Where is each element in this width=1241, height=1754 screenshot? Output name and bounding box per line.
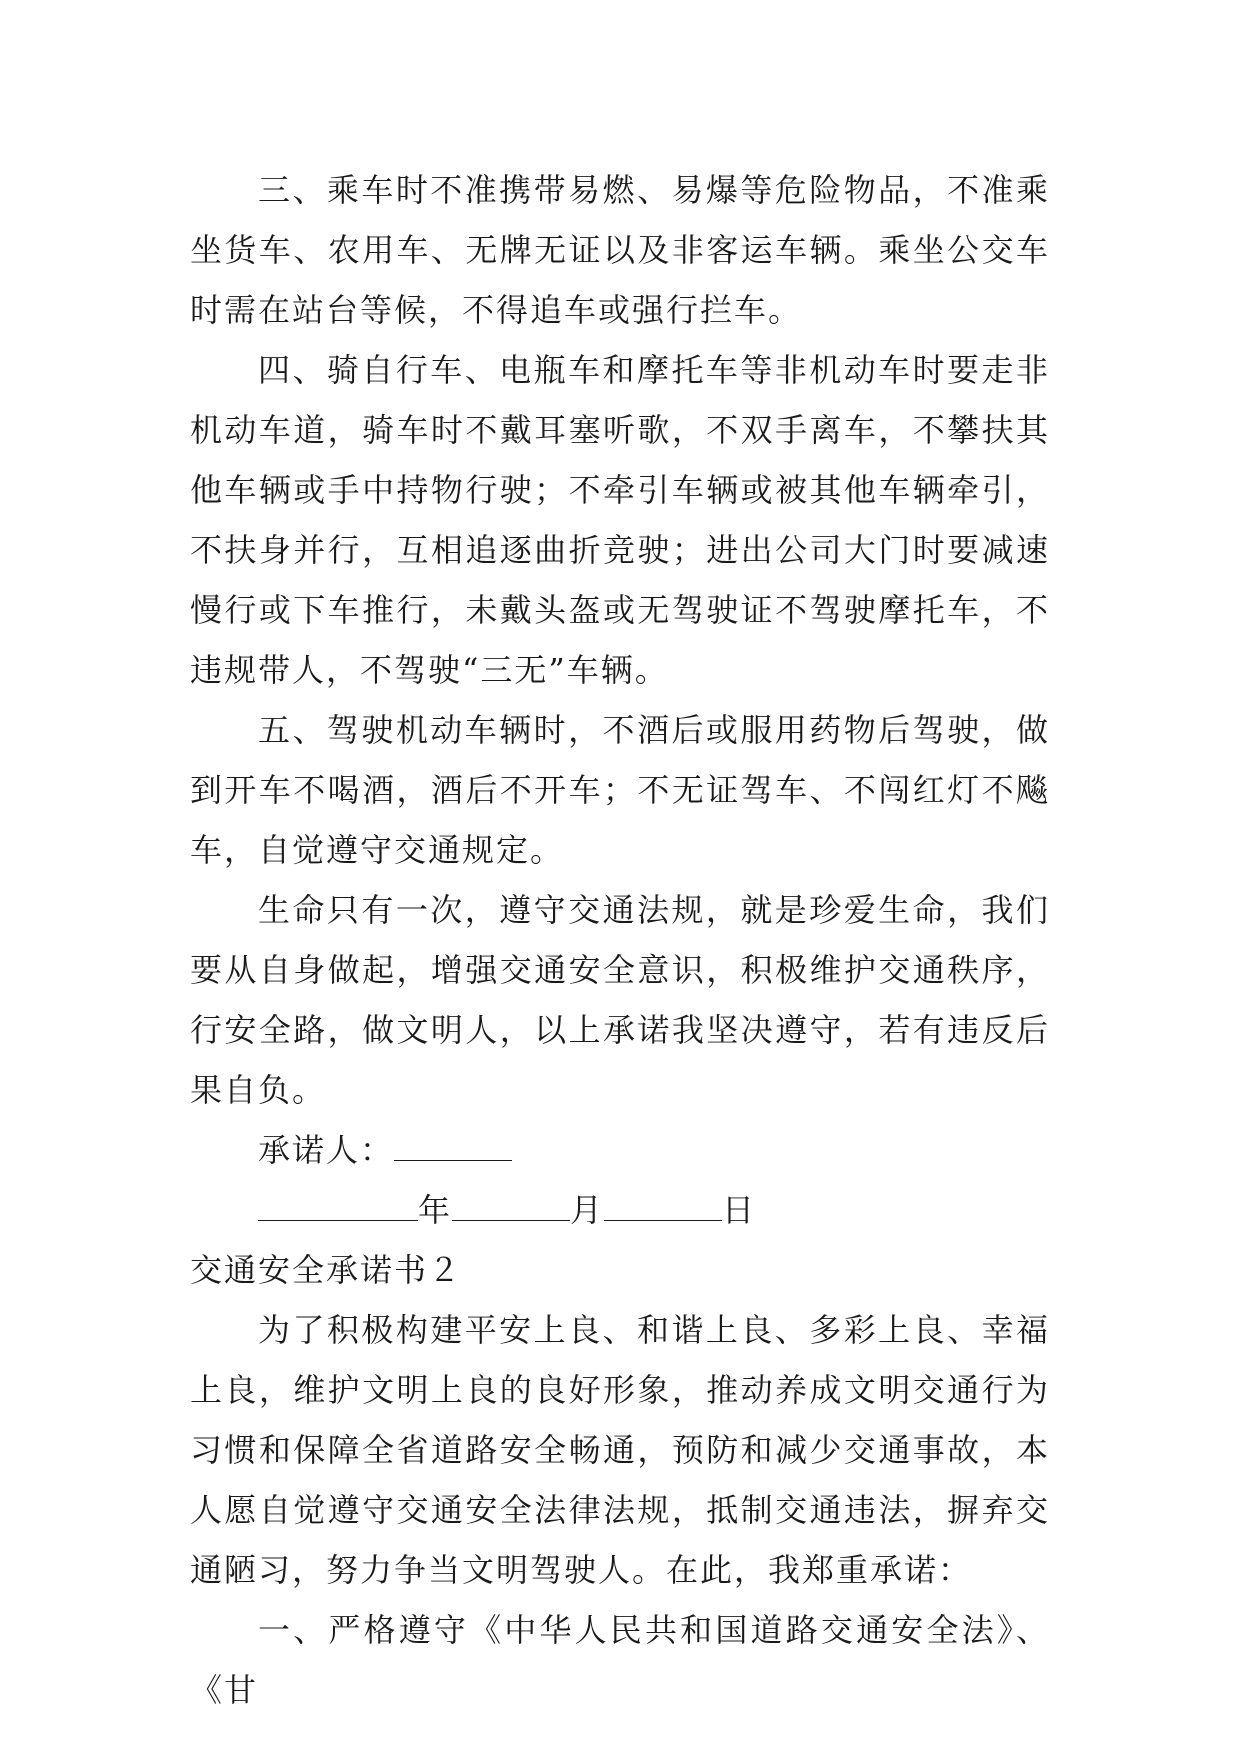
month-label: 月 [570, 1191, 605, 1229]
year-label: 年 [418, 1191, 453, 1229]
document-body [190, 160, 1050, 1720]
paragraph-rule-3: 三、乘车时不准携带易燃、易爆等危险物品，不准乘坐货车、农用车、无牌无证以及非客运车辆。乘坐公交车时需在站台等候，不得追车或强行拦车。 [190, 171, 1050, 329]
paragraph-rule-5: 五、驾驶机动车辆时，不酒后或服用药物后驾驶，做到开车不喝酒，酒后不开车；不无证驾车、不闯红灯不飚车，自觉遵守交通规定。 [190, 711, 1050, 869]
signatory-blank [394, 1120, 512, 1161]
year-blank [258, 1180, 418, 1221]
signatory-label: 承诺人： [258, 1131, 395, 1169]
paragraph-rule-1: 一、严格遵守《中华人民共和国道路交通安全法》、《甘 [190, 1611, 1050, 1709]
paragraph-intro: 为了积极构建平安上良、和谐上良、多彩上良、幸福上良，维护文明上良的良好形象，推动养成文明交通行为习惯和保障全省道路安全畅通，预防和减少交通事故，本人愿自觉遵守交通安全法律法规，抵制交通违法，摒弃交通陋习，努力争当文明驾驶人。在此，我郑重承诺： [190, 1311, 1050, 1589]
paragraph-closing: 生命只有一次，遵守交通法规，就是珍爱生命，我们要从自身做起，增强交通安全意识，积极维护交通秩序，行安全路，做文明人，以上承诺我坚决遵守，若有违反后果自负。 [190, 891, 1050, 1109]
month-blank [452, 1180, 570, 1221]
paragraph-rule-4: 四、骑自行车、电瓶车和摩托车等非机动车时要走非机动车道，骑车时不戴耳塞听歌，不双手离车，不攀扶其他车辆或手中持物行驶；不牵引车辆或被其他车辆牵引，不扶身并行，互相追逐曲折竞驶；进出公司大门时要减速慢行或下车推行，未戴头盔或无驾驶证不驾驶摩托车，不违规带人，不驾驶“三无”车辆。 [190, 351, 1050, 689]
day-blank [604, 1180, 722, 1221]
day-label: 日 [722, 1191, 757, 1229]
date-line [190, 1180, 1050, 1240]
section-title: 交通安全承诺书２ [190, 1251, 463, 1289]
signatory-line [190, 1120, 1050, 1180]
